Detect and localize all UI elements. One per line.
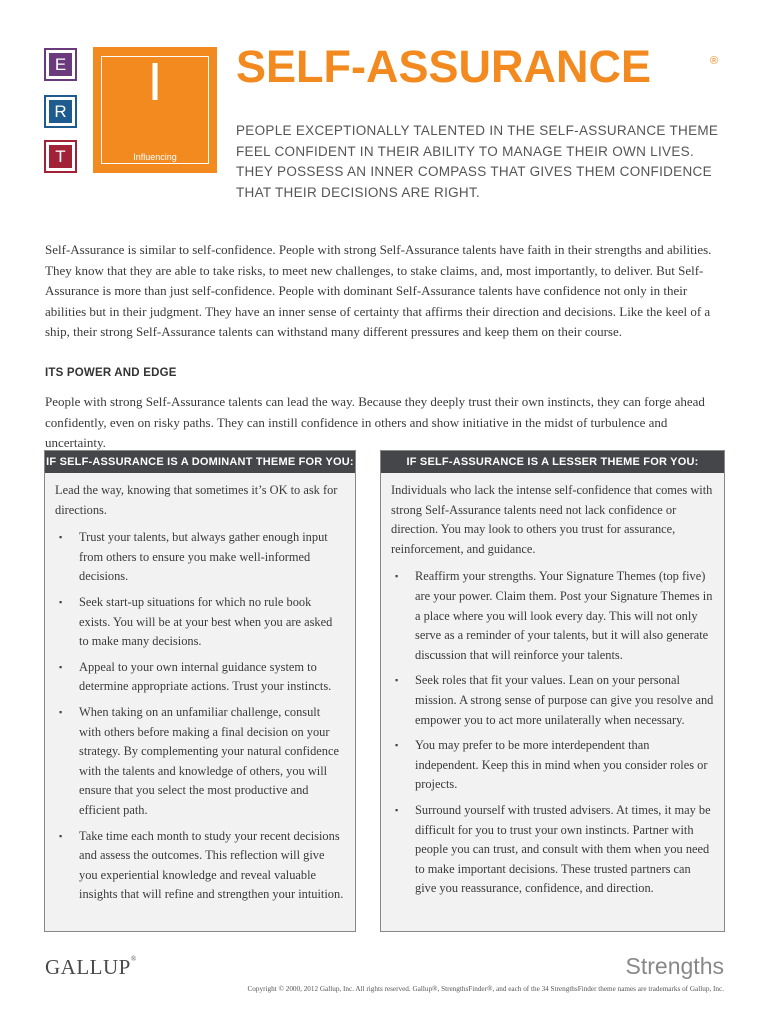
gallup-logo-mark: ® xyxy=(130,955,137,963)
list-item: ▪ Seek roles that fit your values. Lean on your personal mission. A strong sense of purpose can give you resolve and empower you to act more unilaterally when necessary. xyxy=(391,671,714,730)
thinking-tile xyxy=(44,140,77,173)
list-item: ▪ When taking on an unfamiliar challenge, consult with others before making a final decision on your strategy. By complementing your natural confidence with the talents and knowledge of others, you will ensure that you select the most productive and efficient path. xyxy=(55,703,345,821)
influencing-tile-letter: I xyxy=(147,52,163,112)
power-edge-heading: ITS POWER AND EDGE xyxy=(45,367,177,379)
thinking-tile-letter: T xyxy=(49,145,72,168)
executing-tile xyxy=(44,48,77,81)
dominant-theme-heading: IF SELF-ASSURANCE IS A DOMINANT THEME FOR YOU: xyxy=(45,451,355,473)
relationship-tile-letter: R xyxy=(49,100,72,123)
lesser-theme-heading: IF SELF-ASSURANCE IS A LESSER THEME FOR YOU: xyxy=(381,451,724,473)
executing-tile-letter: E xyxy=(49,53,72,76)
theme-intro: PEOPLE EXCEPTIONALLY TALENTED IN THE SELF-ASSURANCE THEME FEEL CONFIDENT IN THEIR ABILITY TO MANAGE THEIR OWN LIVES. THEY POSSESS AN INNER COMPASS THAT GIVES THEM CONFIDENCE THAT THEIR DECISIONS ARE RIGHT. xyxy=(236,123,719,200)
lesser-theme-list xyxy=(391,567,714,899)
strengths-wordmark: Strengths xyxy=(625,953,724,979)
influencing-tile-label: Influencing xyxy=(133,152,177,162)
page-title: SELF-ASSURANCE xyxy=(236,41,652,92)
list-item: ▪ Appeal to your own internal guidance system to determine appropriate actions. Trust your instincts. xyxy=(55,658,345,697)
copyright-notice: Copyright © 2000, 2012 Gallup, Inc. All rights reserved. Gallup®, StrengthsFinder®, and each of the 34 StrengthsFinder theme names are trademarks of Gallup, Inc. xyxy=(247,985,724,993)
influencing-tile xyxy=(93,47,217,173)
list-item: ▪ Take time each month to study your recent decisions and assess the outcomes. This reflection will give you experiential knowledge and reveal valuable insights that will refine and strengthen your intuition. xyxy=(55,827,345,905)
relationship-tile xyxy=(44,95,77,128)
list-item: ▪ Trust your talents, but always gather enough input from others to ensure you make well-informed decisions. xyxy=(55,528,345,587)
theme-description: Self-Assurance is similar to self-confidence. People with strong Self-Assurance talents have faith in their strengths and abilities. They know that they are able to take risks, to meet new challenges, to stake claims, and, most importantly, to deliver. But Self-Assurance is more than just self-confidence. People with dominant Self-Assurance talents have confidence not only in their abilities but in their judgment. They have an inner sense of certainty that affirms their direction and decisions. Like the keel of a ship, their strong Self-Assurance talents can withstand many different pressures and keep them on their course. xyxy=(45,242,712,340)
registered-mark: ® xyxy=(710,55,719,67)
lesser-theme-lead: Individuals who lack the intense self-confidence that comes with strong Self-Assurance talents need not lack confidence or direction. You may look to others you trust for assurance, reinforcement, and guidance. xyxy=(391,483,713,556)
dominant-theme-list xyxy=(55,528,345,905)
power-edge-text: People with strong Self-Assurance talents can lead the way. Because they deeply trust their own instincts, they can forge ahead confidently, even on risky paths. They can instill confidence in others and show initiative in the midst of turbulence and uncertainty. xyxy=(45,394,705,451)
gallup-logo-text: GALLUP xyxy=(45,955,131,979)
list-item: ▪ Seek start-up situations for which no rule book exists. You will be at your best when you are asked to make many decisions. xyxy=(55,593,345,652)
gallup-logo xyxy=(45,955,137,980)
list-item: ▪ Surround yourself with trusted advisers. At times, it may be difficult for you to trust your own instincts. Partner with people you can trust, and consult with them when you need to make important decisions. These trusted partners can give you reassurance, confidence, and direction. xyxy=(391,801,714,899)
dominant-theme-lead: Lead the way, knowing that sometimes it’s OK to ask for directions. xyxy=(55,483,338,517)
dominant-theme-box xyxy=(44,450,356,932)
list-item: ▪ Reaffirm your strengths. Your Signature Themes (top five) are your power. Claim them. Post your Signature Themes in a place where you will look every day. This will not only serve as a reminder of your talents, but it will also generate discussion that will reinforce your talents. xyxy=(391,567,714,665)
list-item: ▪ You may prefer to be more interdependent than independent. Keep this in mind when you consider roles or projects. xyxy=(391,736,714,795)
lesser-theme-box xyxy=(380,450,725,932)
